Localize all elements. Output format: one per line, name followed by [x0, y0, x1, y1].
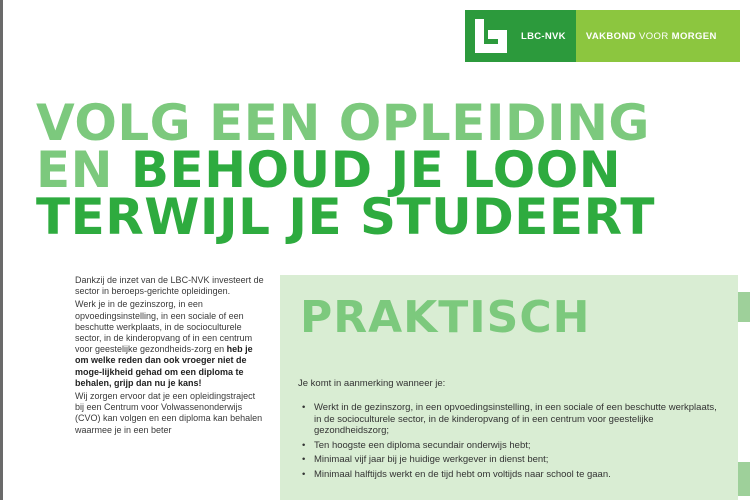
intro-paragraph-1: Dankzij de inzet van de LBC-NVK investeert de sector in beroeps-gerichte opleidingen. — [75, 275, 264, 297]
intro-paragraph-2 — [75, 299, 265, 389]
practisch-intro: Je komt in aanmerking wanneer je: — [298, 378, 446, 389]
lbc-nvk-logo-icon — [465, 10, 517, 62]
side-tab-decoration — [738, 462, 750, 496]
practisch-box — [280, 275, 738, 500]
page-edge — [0, 0, 3, 500]
slogan-suffix: MORGEN — [671, 30, 717, 42]
intro-paragraph-2-text: Werk je in de gezinszorg, in een opvoedingsinstelling, in een sociale of een beschutte werkplaats, in de socioculturele sector, in de kinderopvang of in een centrum voor geestelijke gezondheids-zorg en — [75, 299, 253, 355]
intro-column — [75, 275, 265, 438]
logo-slogan — [576, 10, 740, 62]
headline-line-2-light: EN — [36, 141, 114, 199]
intro-paragraph-2-bold: heb je om welke reden dan ook vroeger niet de moge-lijkheid gehad om een diploma te behalen, grijp dan nu je kans! — [75, 344, 253, 388]
list-item: • Minimaal halftijds werkt en de tijd hebt om voltijds naar school te gaan. — [302, 469, 722, 481]
list-item: • Ten hoogste een diploma secundair onderwijs hebt; — [302, 440, 722, 452]
headline-line-3: TERWIJL JE STUDEERT — [36, 188, 655, 246]
headline-line-2-dark: BEHOUD JE LOON — [113, 141, 622, 199]
slogan-prefix: VAKBOND — [585, 30, 636, 42]
intro-paragraph-3: Wij zorgen ervoor dat je een opleidingstraject bij een Centrum voor Volwassenonderwijs (CVO) kan volgen en een diploma kan behalen waarmee je in een beter — [75, 391, 263, 435]
eligibility-list — [302, 402, 722, 483]
side-tab-decoration — [738, 292, 750, 322]
practisch-title: PRAKTISCH — [300, 292, 591, 343]
list-item: • Minimaal vijf jaar bij je huidige werkgever in dienst bent; — [302, 454, 722, 466]
headline-line-2 — [36, 141, 655, 199]
logo-name: LBC-NVK — [517, 10, 576, 62]
headline — [36, 94, 655, 246]
headline-line-1: VOLG EEN OPLEIDING — [36, 94, 650, 152]
slogan-mid: VOOR — [635, 30, 672, 42]
list-item: • Werkt in de gezinszorg, in een opvoedingsinstelling, in een sociale of een beschutte werkplaats, in de socioculturele sector, in de kinderopvang of in een centrum voor geestelijke gezondheidszorg; — [302, 402, 722, 437]
logo-banner — [465, 10, 740, 62]
